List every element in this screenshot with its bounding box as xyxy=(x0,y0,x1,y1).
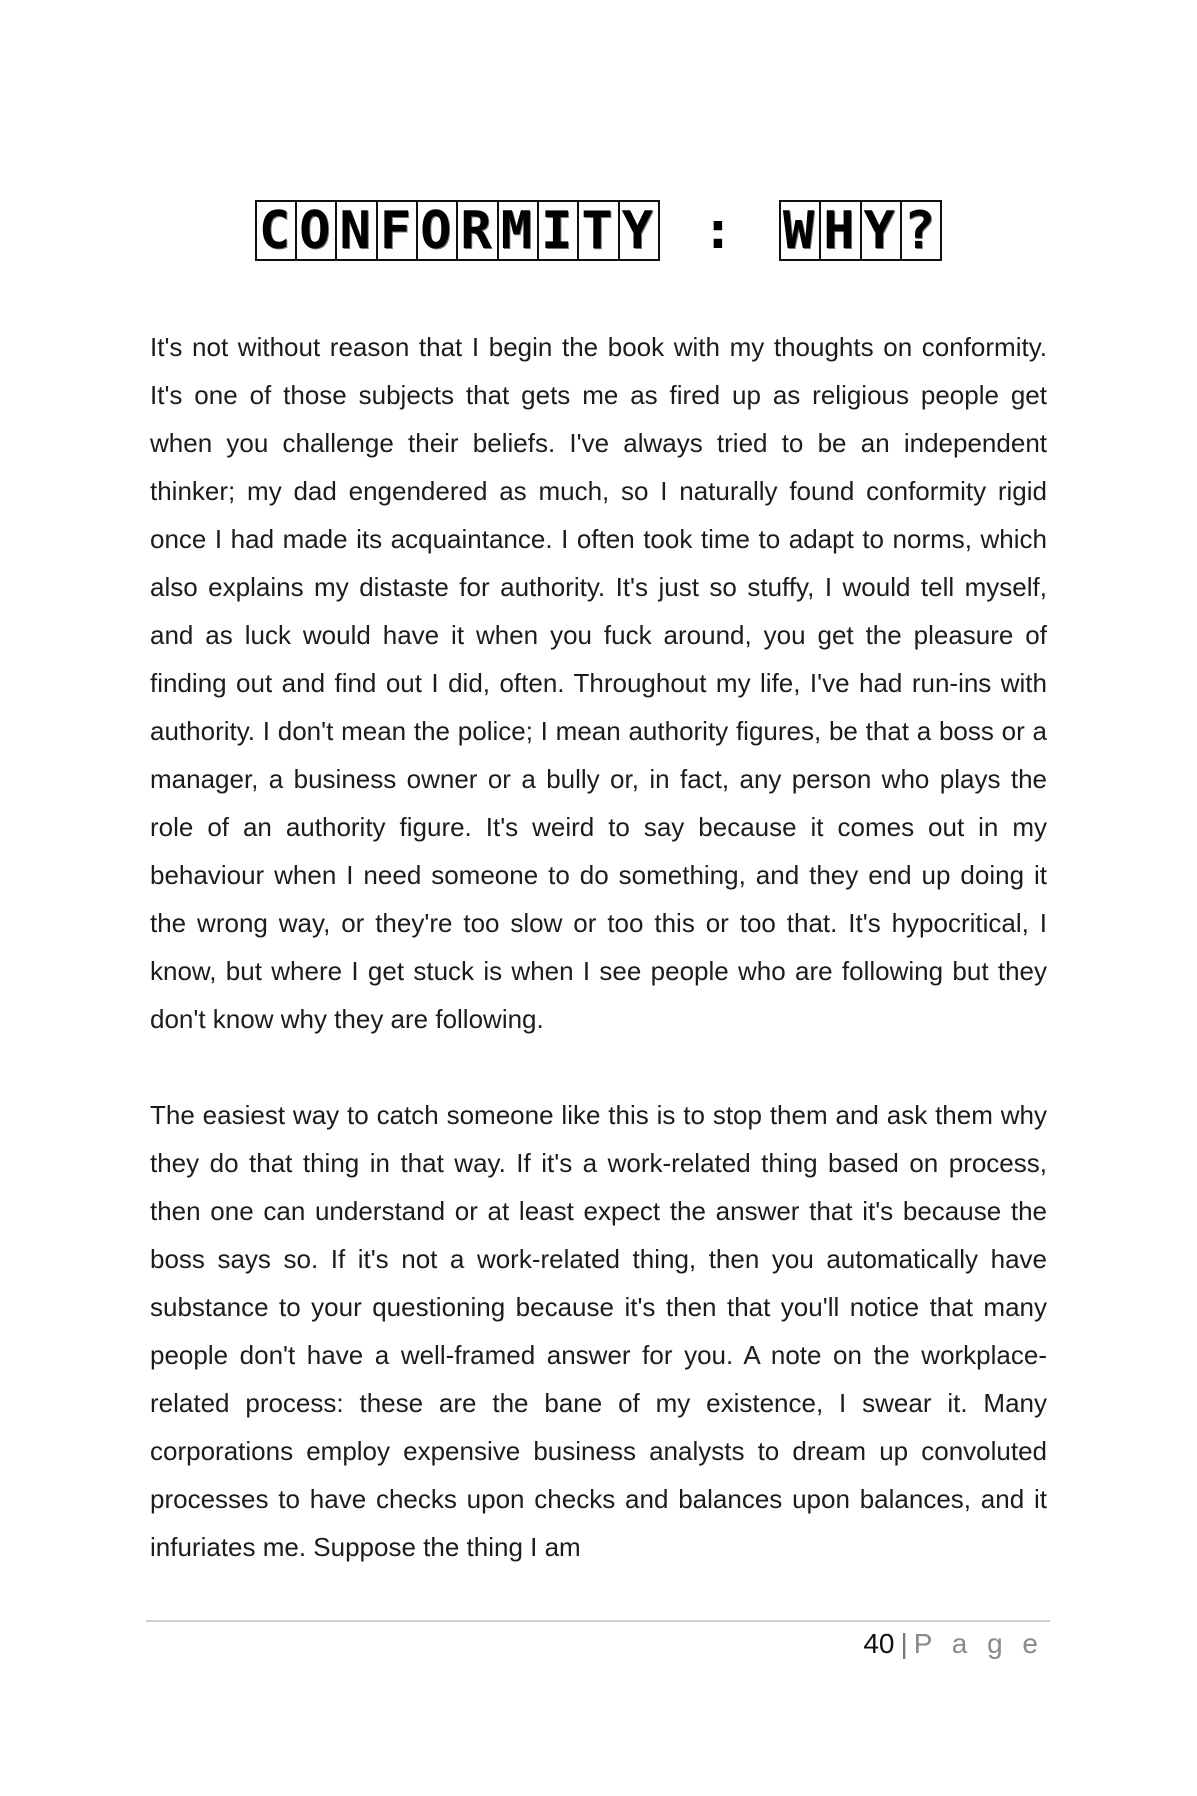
title-letter: F xyxy=(376,200,418,261)
title-letter: ? xyxy=(900,200,942,261)
title-letter: I xyxy=(537,200,579,261)
title-letter: C xyxy=(255,200,297,261)
title-letter: Y xyxy=(860,200,902,261)
title-letter xyxy=(739,200,781,261)
title-letter: T xyxy=(577,200,619,261)
paragraph-1: It's not without reason that I begin the book with my thoughts on conformity. It's one of those subjects that gets me as fired up as religious people get when you challenge their beliefs. I've always tried to be an independent thinker; my dad engendered as much, so I naturally found conformity rigid once I had made its acquaintance. I often took time to adapt to norms, which also explains my distaste for authority. It's just so stuffy, I would tell myself, and as luck would have it when you fuck around, you get the pleasure of finding out and find out I did, often. Throughout my life, I've had run-ins with authority. I don't mean the police; I mean authority figures, be that a boss or a manager, a business owner or a bully or, in fact, any person who plays the role of an authority figure. It's weird to say because it comes out in my behaviour when I need someone to do something, and they end up doing it the wrong way, or they're too slow or too this or too that. It's hypocritical, I know, but where I get stuck is when I see people who are following but they don't know why they are following. xyxy=(150,332,1047,1034)
title-letter: W xyxy=(779,200,821,261)
footer-separator: | xyxy=(900,1628,908,1659)
paragraph-2: The easiest way to catch someone like this is to stop them and ask them why they do that thing in that way. If it's a work-related thing based on process, then one can understand or at least expect the answer that it's because the boss says so. If it's not a work-related thing, then you automatically have substance to your questioning because it's then that you'll notice that many people don't have a well-framed answer for you. A note on the workplace-related process: these are the bane of my existence, I swear it. Many corporations employ expensive business analysts to dream up convoluted processes to have checks upon checks and balances upon balances, and it infuriates me. Suppose the thing I am xyxy=(150,1100,1047,1562)
chapter-title-text xyxy=(256,200,941,261)
title-letter: O xyxy=(295,200,337,261)
title-letter xyxy=(658,200,700,261)
page-number: 40 xyxy=(863,1628,895,1659)
title-letter: Y xyxy=(618,200,660,261)
title-letter: M xyxy=(497,200,539,261)
title-letter: N xyxy=(335,200,377,261)
title-letter: O xyxy=(416,200,458,261)
title-letter: R xyxy=(456,200,498,261)
chapter-title xyxy=(0,200,1197,261)
title-letter: : xyxy=(702,201,737,261)
footer-divider xyxy=(146,1620,1050,1622)
body-text xyxy=(150,323,1047,1619)
title-letter: H xyxy=(819,200,861,261)
page-label: P a g e xyxy=(913,1628,1044,1659)
page-footer xyxy=(863,1624,1044,1664)
